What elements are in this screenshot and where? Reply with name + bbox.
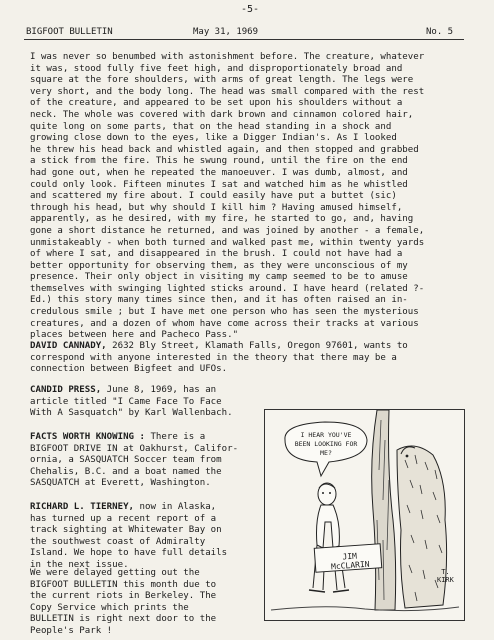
story-line: very short, and the body long. The head was small compared with the rest bbox=[30, 86, 425, 97]
story-line: could only look. Fifteen minutes I sat and watched him as he whistled bbox=[30, 179, 408, 190]
item-line: article titled "I Came Face To Face bbox=[30, 396, 222, 407]
item-line: BULLETIN is right next door to the bbox=[30, 614, 217, 625]
speech-line: ME? bbox=[320, 449, 332, 457]
delayed-notice-item bbox=[30, 568, 260, 638]
story-line: Ed.) this story many times since then, and it has often raised an in- bbox=[30, 295, 408, 306]
story-line: creatures, and a dozen of whom have come across their tracks at various bbox=[30, 318, 419, 329]
item-line: the southwest coast of Admiralty bbox=[30, 536, 206, 547]
story-line: it was, stood fully five feet high, and disproportionately broad and bbox=[30, 63, 403, 74]
candid-press-item bbox=[30, 385, 260, 420]
item-line: the current riots in Berkeley. The bbox=[30, 591, 217, 602]
story-line: places between here and Pacheco Pass." bbox=[30, 330, 239, 341]
story-line: had gone out, when he repeated the manoeuver. I was dumb, almost, and bbox=[30, 167, 408, 178]
speech-bubble bbox=[291, 431, 361, 458]
item-line: With A Sasquatch" by Karl Wallenbach. bbox=[30, 408, 233, 419]
item-line: People's Park ! bbox=[30, 625, 113, 636]
item-lead: CANDID PRESS, bbox=[30, 385, 102, 395]
header-rule bbox=[24, 39, 464, 40]
richard-tierney-item bbox=[30, 502, 260, 572]
item-text: 2632 Bly Street, Klamath Falls, Oregon 97601, wants to bbox=[106, 341, 408, 351]
story-line: through his head, but why should I kill him ? Having amused himself, bbox=[30, 202, 403, 213]
item-line: Chehalis, B.C. and a boat named the bbox=[30, 466, 222, 477]
speech-line: I HEAR YOU'VE bbox=[300, 431, 352, 439]
speech-line: BEEN LOOKING FOR bbox=[294, 440, 358, 448]
item-line: connection between Bigfeet and UFOs. bbox=[30, 364, 228, 375]
story-line: he threw his head back and whistled again, and then stopped and grabbed bbox=[30, 144, 419, 155]
story-line: credulous smile ; but I have met one person who has seen the mysterious bbox=[30, 307, 419, 318]
signature-line: KIRK bbox=[437, 576, 454, 584]
story-line: I was never so benumbed with astonishment before. The creature, whatever bbox=[30, 52, 425, 62]
story-line: of the creature, and appeared to be set upon his shoulders without a bbox=[30, 98, 403, 109]
story-line: neck. The whole was covered with dark brown and cinnamon colored hair, bbox=[30, 109, 414, 120]
story-line: square at the fore shoulders, with arms of great length. The legs were bbox=[30, 75, 414, 86]
story-line: of where I sat, and disappeared in the brush. I could not have had a bbox=[30, 249, 403, 260]
item-line: has turned up a recent report of a bbox=[30, 513, 217, 524]
briefcase-line: McCLARIN bbox=[330, 559, 370, 572]
story-line: quite long on some parts, that on the head standing in a shock and bbox=[30, 121, 392, 132]
item-text: now in Alaska, bbox=[134, 502, 217, 512]
story-line: a stick from the fire. This he swung round, until the fire on the end bbox=[30, 156, 408, 167]
item-text: June 8, 1969, has an bbox=[101, 385, 217, 395]
item-line: BIGFOOT BULLETIN this month due to bbox=[30, 579, 217, 590]
bulletin-title: BIGFOOT BULLETIN bbox=[26, 27, 113, 37]
item-line: SASQUATCH at Everett, Washington. bbox=[30, 478, 211, 489]
item-text: There is a bbox=[144, 432, 206, 442]
signature-line: T. bbox=[441, 568, 450, 576]
issue-number: No. 5 bbox=[426, 27, 454, 37]
item-lead: FACTS WORTH KNOWING : bbox=[30, 432, 145, 442]
item-line: track sighting at Whitewater Bay on bbox=[30, 525, 222, 536]
story-line: presence. Their only object in visiting my camp seemed to be to amuse bbox=[30, 272, 408, 283]
story-line: unmistakeably - when both turned and walked past me, within twenty yards bbox=[30, 237, 425, 248]
page-number: -5- bbox=[241, 4, 260, 15]
david-cannady-item bbox=[30, 341, 470, 376]
story-continuation bbox=[30, 52, 470, 342]
item-lead: DAVID CANNADY, bbox=[30, 341, 107, 351]
item-line: We were delayed getting out the bbox=[30, 568, 200, 578]
story-line: growing close down to the eyes, like a Digger Indian's. As I looked bbox=[30, 133, 397, 144]
story-line: better opportunity for observing them, as they were unconscious of my bbox=[30, 260, 408, 271]
facts-worth-knowing-item bbox=[30, 432, 260, 490]
story-line: themselves with swinging lighted sticks around. I have heard (related ?- bbox=[30, 283, 425, 294]
item-line: ornia, a SASQUATCH Soccer team from bbox=[30, 455, 222, 466]
item-line: in the next issue. bbox=[30, 559, 129, 570]
story-line: and scattered my fire about. I could easily have put a buttet (sic) bbox=[30, 191, 397, 202]
story-line: apparently, as he desired, with my fire, he started to go, and, having bbox=[30, 214, 414, 225]
item-line: BIGFOOT DRIVE IN at Oakhurst, Califor- bbox=[30, 443, 239, 454]
issue-date: May 31, 1969 bbox=[193, 27, 259, 37]
artist-signature bbox=[437, 568, 454, 584]
bigfoot-cartoon bbox=[264, 409, 465, 621]
item-lead: RICHARD L. TIERNEY, bbox=[30, 502, 135, 512]
story-line: gone a short distance he returned, and was joined by another - a female, bbox=[30, 225, 425, 236]
item-line: Island. We hope to have full details bbox=[30, 548, 228, 559]
item-line: Copy Service which prints the bbox=[30, 602, 189, 613]
item-line: correspond with anyone interested in the theory that there may be a bbox=[30, 352, 397, 363]
briefcase-line: JIM bbox=[342, 551, 358, 562]
